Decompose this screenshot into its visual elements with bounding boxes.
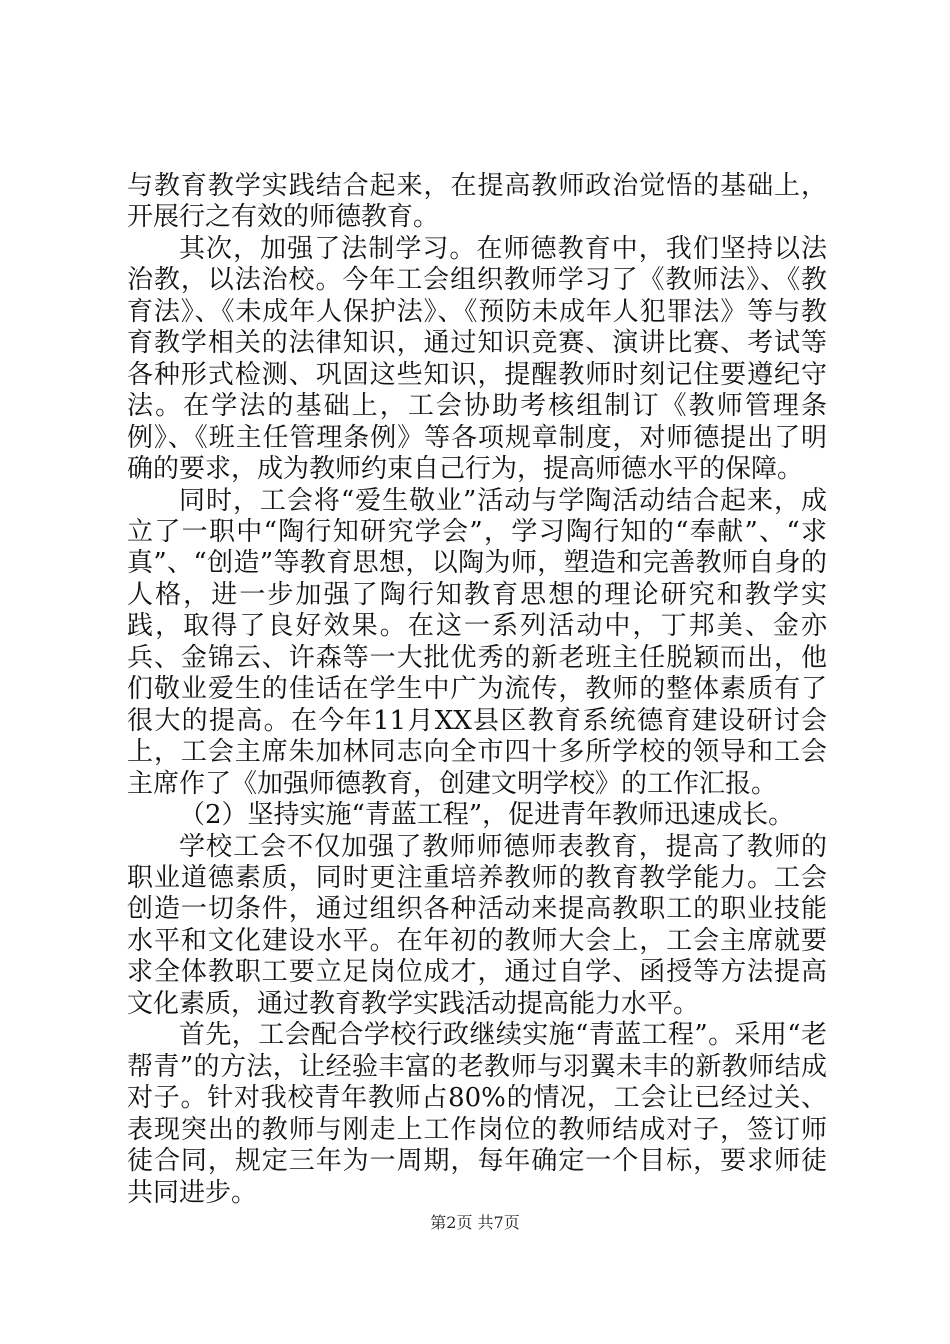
paragraph-3: 同时，工会将“爱生敬业”活动与学陶活动结合起来，成立了一职中“陶行知研究学会”，学习陶行知的“奉献”、“求真”、“创造”等教育思想，以陶为师，塑造和完善教师自身的人格，进一步加强了陶行知教育思想的理论研究和教学实践，取得了良好效果。在这一系列活动中，丁邦美、金亦兵、金锦云、许森等一大批优秀的新老班主任脱颖而出，他们敬业爱生的佳话在学生中广为流传，教师的整体素质有了很大的提高。在今年11月XX县区教育系统德育建设研讨会上，工会主席朱加林同志向全市四十多所学校的领导和工会主席作了《加强师德教育，创建文明学校》的工作汇报。 — [127, 485, 827, 799]
page-footer: 第2页 共7页 — [430, 1213, 520, 1232]
paragraph-1: 与教育教学实践结合起来，在提高教师政治觉悟的基础上，开展行之有效的师德教育。 — [127, 171, 827, 233]
paragraph-6: 首先，工会配合学校行政继续实施“青蓝工程”。采用“老帮青”的方法，让经验丰富的老教师与羽翼未丰的新教师结成对子。针对我校青年教师占80%的情况，工会让已经过关、表现突出的教师与刚走上工作岗位的教师结成对子，签订师徒合同，规定三年为一周期，每年确定一个目标，要求师徒共同进步。 — [127, 1020, 827, 1208]
paragraph-5: 学校工会不仅加强了教师师德师表教育，提高了教师的职业道德素质，同时更注重培养教师的教育教学能力。工会创造一切条件，通过组织各种活动来提高教职工的职业技能水平和文化建设水平。在年初的教师大会上，工会主席就要求全体教职工要立足岗位成才，通过自学、函授等方法提高文化素质，通过教育教学实践活动提高能力水平。 — [127, 831, 827, 1019]
paragraph-4-heading: （2）坚持实施“青蓝工程”，促进青年教师迅速成长。 — [179, 800, 795, 831]
document-body — [127, 171, 827, 1209]
paragraph-2: 其次，加强了法制学习。在师德教育中，我们坚持以法治教，以法治校。今年工会组织教师学习了《教师法》、《教育法》、《未成年人保护法》、《预防未成年人犯罪法》等与教育教学相关的法律知识，通过知识竞赛、演讲比赛、考试等各种形式检测、巩固这些知识，提醒教师时刻记住要遵纪守法。在学法的基础上，工会协助考核组制订《教师管理条例》、《班主任管理条例》等各项规章制度，对师德提出了明确的要求，成为教师约束自己行为，提高师德水平的保障。 — [127, 233, 827, 485]
